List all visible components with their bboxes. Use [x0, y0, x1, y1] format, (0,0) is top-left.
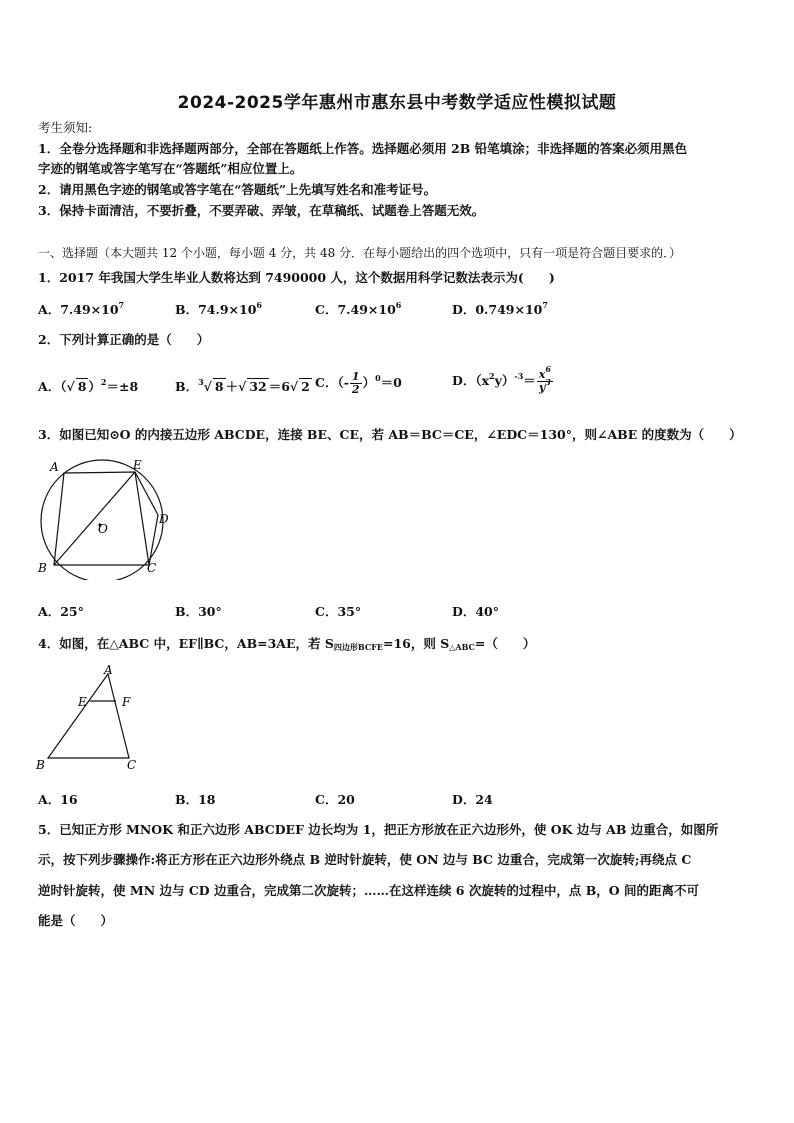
label-b: B [36, 758, 45, 772]
label-o: O [98, 522, 108, 536]
notice-item-3: 3．保持卡面清洁，不要折叠，不要弄破、弄皱，在草稿纸、试题卷上答题无效。 [38, 203, 485, 218]
label-c: C [147, 561, 157, 575]
q4-option-b: B．18 [175, 792, 216, 807]
q1-option-b: B．$74.9\times 10^6$ [175, 300, 262, 317]
q2-option-d: D．$(x^2y)^{-3}=$ $\frac{x^6}{y^3}$ [452, 364, 551, 394]
notice-item-1: 1．全卷分选择题和非选择题两部分，全部在答题纸上作答。选择题必须用 2B 铅笔填涂；非选择题的答案必须用黑色 [38, 141, 688, 156]
label-e: E [133, 458, 142, 472]
q3-circle-pentagon-figure [34, 455, 174, 580]
q1-option-a: A．$7.49\times 10^7$ [38, 300, 125, 317]
segment-be [54, 472, 135, 565]
question-5-line-2: 示，按下列步骤操作:将正方形在正六边形外绕点 B 逆时针旋转，使 ON 边与 BC 边重合，完成第一次旋转;再绕点 C [38, 852, 692, 867]
fraction: $\frac{1}{2}$ [351, 370, 360, 396]
question-4-stem: 4．如图，在△ABC 中，EF∥BC，AB=3AE，若 $S_{四边形BCFE}=16$，则 $S_{\triangle ABC}=$（ ） [38, 636, 536, 652]
q4-triangle-figure [34, 664, 144, 774]
notice-heading: 考生须知: [38, 120, 93, 135]
q2-option-c: C．（- $\frac{1}{2}$ ）$^0$＝0 [315, 370, 402, 396]
page-title: 2024-2025学年惠州市惠东县中考数学适应性模拟试题 [177, 93, 617, 113]
section-heading: 一、选择题（本大题共 12 个小题，每小题 4 分，共 48 分．在每小题给出的四个选项中，只有一项是符合题目要求的．） [38, 246, 682, 260]
label-a: A [104, 664, 113, 677]
label-e: E [78, 695, 87, 709]
question-3-stem: 3．如图已知⊙O 的内接五边形 ABCDE，连接 BE、CE，若 AB＝BC＝CE，∠EDC＝130°，则∠ABE 的度数为（ ） [38, 427, 742, 442]
question-1-stem: 1．2017 年我国大学生毕业人数将达到 7490000 人，这个数据用科学记数法表示为( ) [38, 270, 555, 285]
question-5-line-1: 5．已知正方形 MNOK 和正六边形 ABCDEF 边长均为 1，把正方形放在正六边形外，使 OK 边与 AB 边重合，如图所 [38, 822, 719, 837]
label-f: F [122, 695, 131, 709]
q3-option-d: D．40° [452, 604, 499, 619]
q4-option-d: D．24 [452, 792, 493, 807]
q2-option-a: A．（√ 8 ）$^2$＝±8 [38, 377, 139, 394]
notice-item-2: 2．请用黑色字迹的钢笔或答字笔在“答题纸”上先填写姓名和准考证号。 [38, 182, 437, 197]
label-d: D [159, 512, 169, 526]
label-b: B [38, 561, 47, 575]
question-5-line-3: 逆时针旋转，使 MN 边与 CD 边重合，完成第二次旋转；……在这样连续 6 次旋转的过程中，点 B，O 间的距离不可 [38, 883, 700, 898]
fraction: $\frac{x^6}{y^3}$ [538, 364, 551, 394]
q1-option-c: C．$7.49\times 10^6$ [315, 300, 402, 317]
q1-option-d: D．$0.749\times 10^7$ [452, 300, 548, 317]
notice-item-1-cont: 字迹的钢笔或答字笔写在“答题纸”相应位置上。 [38, 161, 303, 176]
triangle-abc [48, 674, 129, 758]
label-a: A [50, 460, 59, 474]
q3-option-b: B．30° [175, 604, 222, 619]
q4-option-a: A．16 [38, 792, 78, 807]
q3-option-c: C．35° [315, 604, 362, 619]
q4-option-c: C．20 [315, 792, 355, 807]
q3-option-a: A．25° [38, 604, 84, 619]
q2-option-b: B．$^3$√ 8 ＋√ 32 ＝6√ 2 [175, 377, 310, 394]
question-2-stem: 2．下列计算正确的是（ ） [38, 332, 210, 347]
label-c: C [127, 758, 137, 772]
question-5-line-4: 能是（ ） [38, 913, 114, 928]
